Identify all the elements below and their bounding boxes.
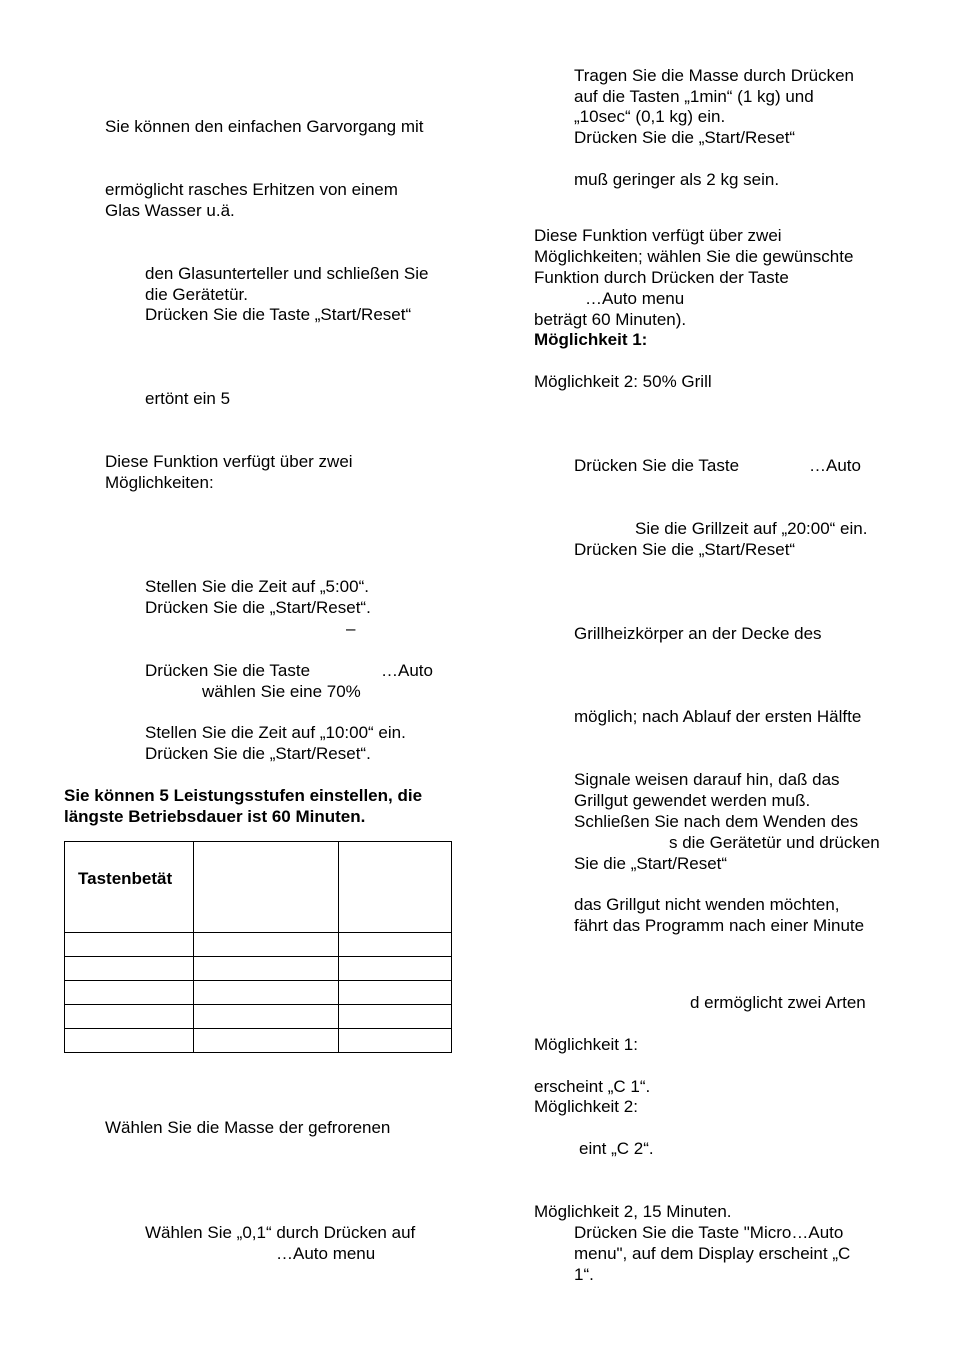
bold-heading-line: längste Betriebsdauer ist 60 Minuten.: [64, 807, 366, 826]
text-line: Sie die „Start/Reset“: [574, 854, 728, 873]
bold-label: Möglichkeit 1:: [534, 330, 648, 349]
text-line: Diese Funktion verfügt über zwei: [105, 452, 353, 471]
text-line: möglich; nach Ablauf der ersten Hälfte: [574, 707, 862, 726]
text-line: ertönt ein 5: [145, 389, 231, 408]
text-line: Glas Wasser u.ä.: [105, 201, 235, 220]
text-line: Stellen Sie die Zeit auf „10:00“ ein.: [145, 723, 406, 742]
text-line: Drücken Sie die „Start/Reset“: [574, 540, 796, 559]
text-line: Drücken Sie die Taste „Start/Reset“: [145, 305, 412, 324]
text-line: …Auto: [381, 661, 433, 680]
text-line: das Grillgut nicht wenden möchten,: [574, 895, 840, 914]
table-cell: [194, 1029, 339, 1053]
text-line: Drücken Sie die Taste: [145, 661, 311, 680]
text-line: –: [346, 619, 356, 638]
text-line: Stellen Sie die Zeit auf „5:00“.: [145, 577, 369, 596]
text-line: Wählen Sie die Masse der gefrorenen: [105, 1118, 391, 1137]
text-line: 1“.: [574, 1265, 594, 1284]
text-line: beträgt 60 Minuten).: [534, 310, 687, 329]
table-cell: [65, 981, 194, 1005]
text-line: muß geringer als 2 kg sein.: [574, 170, 780, 189]
text-line: Grillheizkörper an der Decke des: [574, 624, 822, 643]
text-line: Drücken Sie die „Start/Reset“.: [145, 598, 371, 617]
text-line: Diese Funktion verfügt über zwei: [534, 226, 782, 245]
table-cell: [65, 1005, 194, 1029]
text-line: ermöglicht rasches Erhitzen von einem: [105, 180, 398, 199]
table-cell: [339, 957, 452, 981]
table-cell: [339, 1029, 452, 1053]
table-header-label: Tastenbetät: [78, 869, 173, 888]
table-header-cell: [339, 842, 452, 933]
text-line: Drücken Sie die Taste "Micro…Auto: [574, 1223, 844, 1242]
table-row: [65, 1005, 452, 1029]
text-line: Drücken Sie die „Start/Reset“: [574, 128, 796, 147]
text-line: Tragen Sie die Masse durch Drücken: [574, 66, 855, 85]
text-line: Grillgut gewendet werden muß.: [574, 791, 811, 810]
table-cell: [65, 933, 194, 957]
text-line: Drücken Sie die Taste: [574, 456, 740, 475]
table-header-row: [65, 842, 452, 933]
text-line: …Auto menu: [585, 289, 685, 308]
text-line: eint „C 2“.: [579, 1139, 654, 1158]
table-cell: [65, 1029, 194, 1053]
table-cell: [194, 1005, 339, 1029]
text-line: den Glasunterteller und schließen Sie: [145, 264, 429, 283]
table-row: [65, 981, 452, 1005]
text-line: Möglichkeit 2: 50% Grill: [534, 372, 712, 391]
table-header-cell: [194, 842, 339, 933]
text-line: d ermöglicht zwei Arten: [690, 993, 866, 1012]
text-line: …Auto: [809, 456, 861, 475]
text-line: Möglichkeiten:: [105, 473, 214, 492]
text-line: …Auto menu: [276, 1244, 376, 1263]
text-line: menu", auf dem Display erscheint „C: [574, 1244, 851, 1263]
bold-heading-line: Sie können 5 Leistungsstufen einstellen, die: [64, 786, 423, 805]
text-line: Sie die Grillzeit auf „20:00“ ein.: [635, 519, 868, 538]
text-line: auf die Tasten „1min“ (1 kg) und: [574, 87, 814, 106]
table-cell: [339, 1005, 452, 1029]
table-cell: [194, 933, 339, 957]
text-line: erscheint „C 1“.: [534, 1077, 651, 1096]
text-line: s die Gerätetür und drücken: [669, 833, 880, 852]
table-cell: [65, 957, 194, 981]
text-line: Funktion durch Drücken der Taste: [534, 268, 789, 287]
text-line: Sie können den einfachen Garvorgang mit: [105, 117, 424, 136]
text-line: die Gerätetür.: [145, 285, 249, 304]
table-cell: [194, 981, 339, 1005]
text-line: Drücken Sie die „Start/Reset“.: [145, 744, 371, 763]
table-header-cell: [65, 842, 194, 933]
text-line: fährt das Programm nach einer Minute: [574, 916, 865, 935]
table-row: [65, 1029, 452, 1053]
power-level-table: [64, 841, 452, 1053]
text-line: „10sec“ (0,1 kg) ein.: [574, 107, 726, 126]
text-line: Möglichkeit 2:: [534, 1097, 638, 1116]
text-line: Möglichkeit 2, 15 Minuten.: [534, 1202, 732, 1221]
text-line: Schließen Sie nach dem Wenden des: [574, 812, 859, 831]
table-cell: [339, 981, 452, 1005]
table-cell: [339, 933, 452, 957]
text-line: wählen Sie eine 70%: [202, 682, 361, 701]
text-line: Signale weisen darauf hin, daß das: [574, 770, 840, 789]
text-line: Möglichkeiten; wählen Sie die gewünschte: [534, 247, 854, 266]
table-row: [65, 957, 452, 981]
table-cell: [194, 957, 339, 981]
table-row: [65, 933, 452, 957]
text-line: Wählen Sie „0,1“ durch Drücken auf: [145, 1223, 416, 1242]
text-line: Möglichkeit 1:: [534, 1035, 638, 1054]
